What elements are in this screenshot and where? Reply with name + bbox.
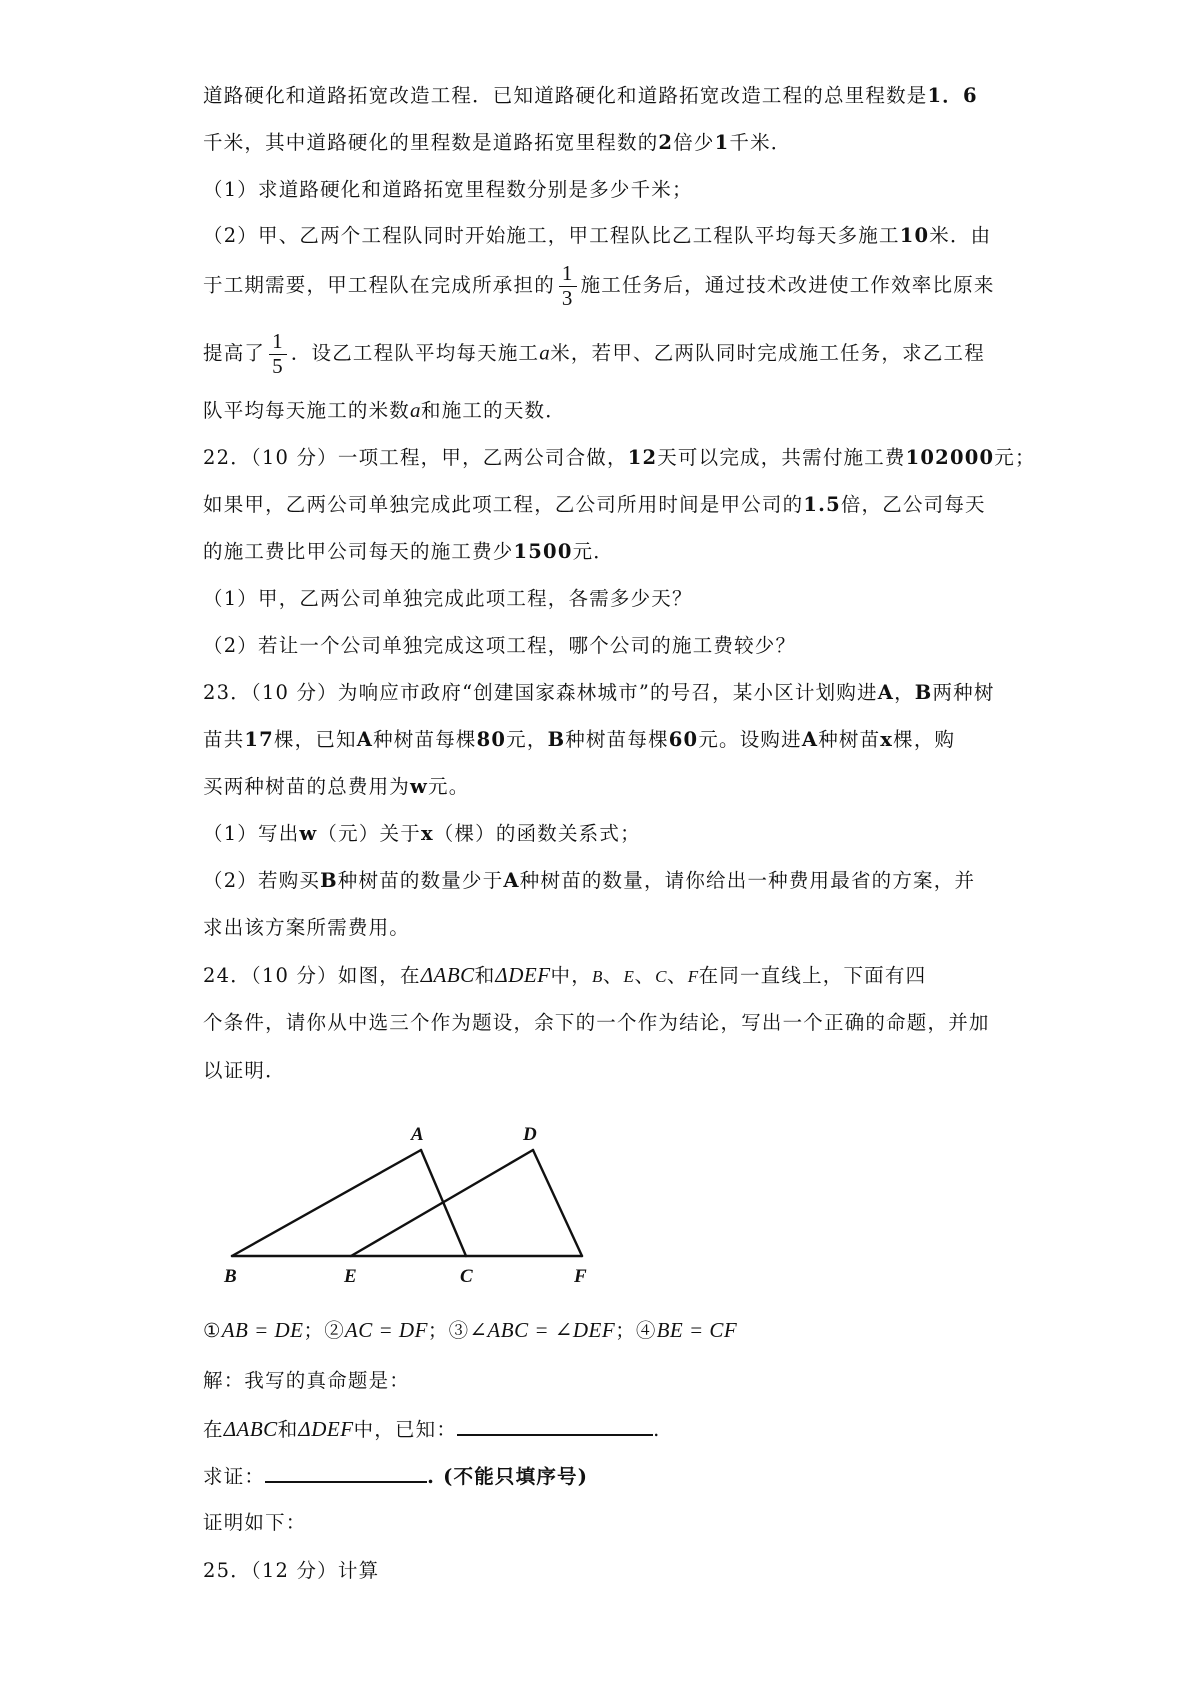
given-blank[interactable]: [457, 1416, 653, 1436]
q25-line1: 25．（12 分）计算: [203, 1559, 380, 1582]
condition-3: ③∠ABC = ∠DEF: [448, 1318, 616, 1342]
label-d: D: [523, 1124, 537, 1145]
prove-blank[interactable]: [265, 1463, 427, 1483]
q21-part2-line4: 队平均每天施工的米数a和施工的天数．: [203, 398, 566, 422]
label-b: B: [224, 1266, 237, 1285]
q24-solution-label: 解：我写的真命题是：: [203, 1369, 411, 1392]
q22-line1: 22．（10 分）一项工程，甲，乙两公司合做，12天可以完成，共需付施工费102000元；: [203, 446, 1036, 469]
q21-line2: 千米，其中道路硬化的里程数是道路拓宽里程数的2倍少1千米．: [203, 131, 792, 154]
triangle-figure: [210, 1110, 610, 1285]
q24-given: 在ΔABC和ΔDEF中，已知： .: [203, 1417, 661, 1441]
q24-prove: 求证： . (不能只填序号): [203, 1465, 589, 1488]
label-c: C: [460, 1266, 473, 1285]
label-e: E: [344, 1266, 357, 1285]
fraction-one-fifth: $\frac{1}{5}$: [269, 330, 287, 378]
q22-part1: （1）甲，乙两公司单独完成此项工程，各需多少天？: [203, 587, 693, 610]
fraction-one-third: $\frac{1}{3}$: [559, 262, 577, 310]
q21-part2-line3: 提高了 $\frac{1}{5}$ ．设乙工程队平均每天施工a米，若甲、乙两队同时完成施工任务，求乙工程: [203, 329, 985, 378]
q21-part2-line2: 于工期需要，甲工程队在完成所承担的 $\frac{1}{3}$ 施工任务后，通过技术改进使工作效率比原来: [203, 261, 995, 310]
q21-line1: 道路硬化和道路拓宽改造工程．已知道路硬化和道路拓宽改造工程的总里程数是1．6: [203, 84, 978, 107]
q22-part2: （2）若让一个公司单独完成这项工程，哪个公司的施工费较少？: [203, 634, 797, 657]
q23-part2-line1: （2）若购买B种树苗的数量少于A种树苗的数量，请你给出一种费用最省的方案，并: [203, 869, 976, 892]
q24-proof-label: 证明如下：: [203, 1511, 307, 1534]
label-a: A: [411, 1124, 424, 1145]
q21-part2-line1: （2）甲、乙两个工程队同时开始施工，甲工程队比乙工程队平均每天多施工10米．由: [203, 224, 992, 247]
q24-line1: 24．（10 分）如图，在ΔABC和ΔDEF中，B、E、C、F在同一直线上，下面有四: [203, 963, 927, 987]
q24-line2: 个条件，请你从中选三个作为题设，余下的一个作为结论，写出一个正确的命题，并加: [203, 1011, 990, 1034]
segment-ba: [232, 1150, 421, 1256]
condition-1: ①AB = DE: [203, 1318, 304, 1342]
label-f: F: [574, 1266, 587, 1285]
segment-ed: [351, 1150, 533, 1256]
q24-line3: 以证明．: [203, 1059, 286, 1082]
condition-2: ②AC = DF: [324, 1318, 428, 1342]
segment-df: [533, 1150, 582, 1256]
q23-line1: 23．（10 分）为响应市政府“创建国家森林城市”的号召，某小区计划购进A，B两种树: [203, 681, 995, 704]
q23-line3: 买两种树苗的总费用为w元。: [203, 775, 470, 798]
q22-line2: 如果甲，乙两公司单独完成此项工程，乙公司所用时间是甲公司的1.5倍，乙公司每天: [203, 493, 986, 516]
q22-line3: 的施工费比甲公司每天的施工费少1500元．: [203, 540, 614, 563]
condition-4: ④BE = CF: [635, 1318, 738, 1342]
q21-part1: （1）求道路硬化和道路拓宽里程数分别是多少千米；: [203, 178, 693, 201]
q23-line2: 苗共17棵，已知A种树苗每棵80元，B种树苗每棵60元。设购进A种树苗x棵，购: [203, 728, 956, 751]
q23-part1: （1）写出w（元）关于x（棵）的函数关系式；: [203, 822, 641, 845]
q23-part2-line2: 求出该方案所需费用。: [203, 916, 411, 939]
q24-conditions: ①AB = DE；②AC = DF；③∠ABC = ∠DEF；④BE = CF: [203, 1318, 738, 1342]
